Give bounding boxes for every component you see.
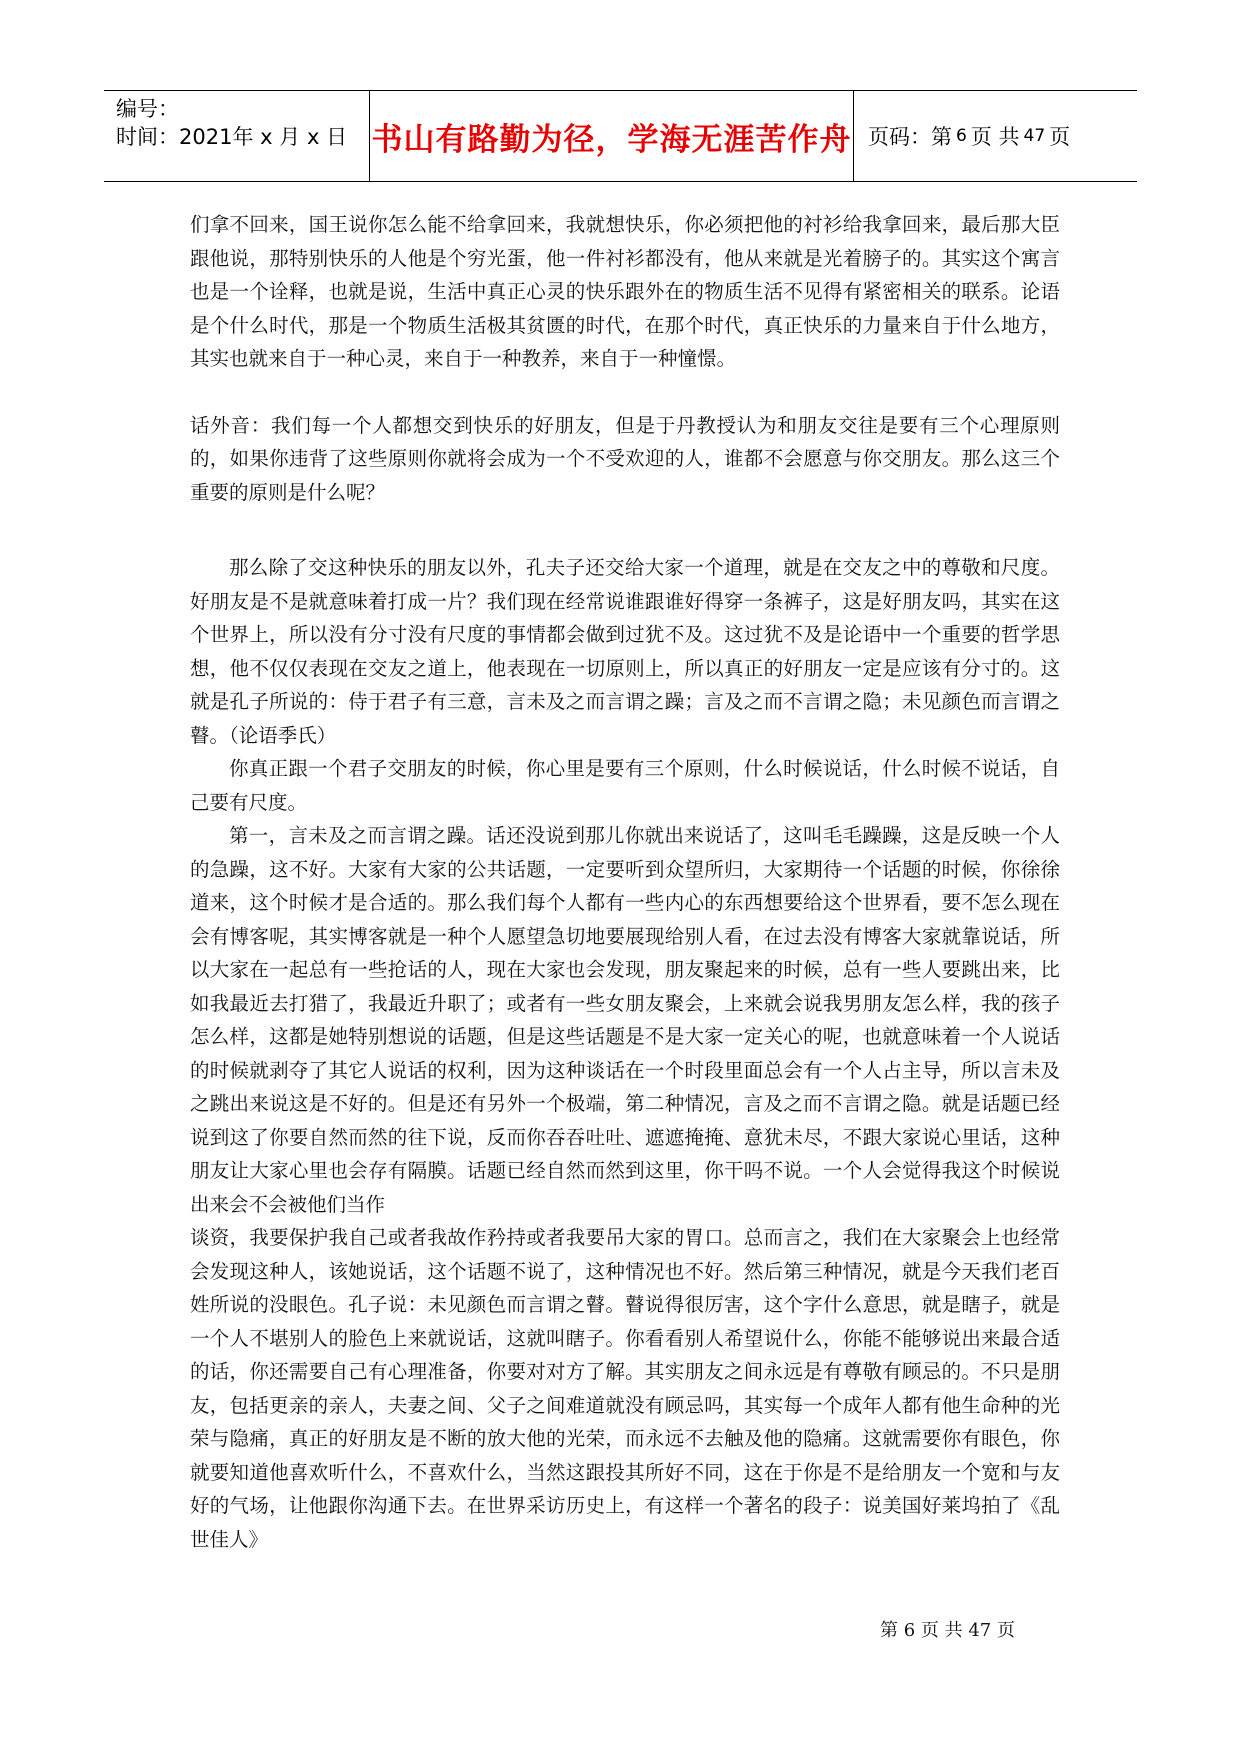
time-day: x	[306, 125, 320, 149]
document-number-label: 编号：	[116, 97, 179, 121]
page-current: 6	[956, 126, 967, 146]
time-year-unit: 年	[232, 125, 254, 149]
page-total: 47	[1023, 126, 1046, 146]
paragraph: 你真正跟一个君子交朋友的时候，你心里是要有三个原则，什么时候说话，什么时候不说话，自己要有尺度。	[190, 757, 1060, 814]
time-year: 2021	[179, 125, 233, 149]
time-prefix: 时间：	[116, 125, 179, 149]
paragraph: 那么除了交这种快乐的朋友以外，孔夫子还交给大家一个道理，就是在交友之中的尊敬和尺度。好朋友是不是就意味着打成一片？我们现在经常说谁跟谁好得穿一条裤子，这是好朋友吗，其实在这个世界上，所以没有分寸没有尺度的事情都会做到过犹不及。这过犹不及是论语中一个重要的哲学思想，他不仅仅表现在交友之道上，他表现在一切原则上，所以真正的好朋友一定是应该有分寸的。这就是孔子所说的：侍于君子有三意，言未及之而言谓之躁；言及之而不言谓之隐；未见颜色而言谓之瞽。（论语季氏）	[190, 556, 1060, 747]
narration-paragraph: 话外音：我们每一个人都想交到快乐的好朋友，但是于丹教授认为和朋友交往是要有三个心理原则的，如果你违背了这些原则你就将会成为一个不受欢迎的人，谁都不会愿意与你交朋友。那么这三个重要的原则是什么呢？	[190, 413, 1060, 504]
paragraph: 第一，言未及之而言谓之躁。话还没说到那儿你就出来说话了，这叫毛毛躁躁，这是反映一个人的急躁，这不好。大家有大家的公共话题，一定要听到众望所归，大家期待一个话题的时候，你徐徐道来，这个时候才是合适的。那么我们每个人都有一些内心的东西想要给这个世界看，要不怎么现在会有博客呢，其实博客就是一种个人愿望急切地要展现给别人看，在过去没有博客大家就靠说话，所以大家在一起总有一些抢话的人，现在大家也会发现，朋友聚起来的时候，总有一些人要跳出来，比如我最近去打猎了，我最近升职了；或者有一些女朋友聚会，上来就会说我男朋友怎么样，我的孩子怎么样，这都是她特别想说的话题，但是这些话题是不是大家一定关心的呢，也就意味着一个人说话的时候就剥夺了其它人说话的权利，因为这种谈话在一个时段里面总会有一个人占主导，所以言未及之跳出来说这是不好的。但是还有另外一个极端，第二种情况，言及之而不言谓之隐。就是话题已经说到这了你要自然而然的往下说，反而你吞吞吐吐、遮遮掩掩、意犹未尽，不跟大家说心里话，这种朋友让大家心里也会存有隔膜。话题已经自然而然到这里，你干吗不说。一个人会觉得我这个时候说出来会不会被他们当作	[190, 824, 1060, 1216]
page-header	[104, 90, 1137, 182]
page-footer: 第 6 页 共 47 页	[880, 1620, 1015, 1641]
paragraph: 谈资，我要保护我自己或者我故作矜持或者我要吊大家的胃口。总而言之，我们在大家聚会上也经常会发现这种人，该她说话，这个话题不说了，这种情况也不好。然后第三种情况，就是今天我们老百姓所说的没眼色。孔子说：未见颜色而言谓之瞽。瞽说得很厉害，这个字什么意思，就是瞎子，就是一个人不堪别人的脸色上来就说话，这就叫瞎子。你看看别人希望说什么，你能不能够说出来最合适的话，你还需要自己有心理准备，你要对对方了解。其实朋友之间永远是有尊敬有顾忌的。不只是朋友，包括更亲的亲人，夫妻之间、父子之间难道就没有顾忌吗，其实每一个成年人都有他生命种的光荣与隐痛，真正的好朋友是不断的放大他的光荣，而永远不去触及他的隐痛。这就需要你有眼色，你就要知道他喜欢听什么，不喜欢什么，当然这跟投其所好不同，这在于你是不是给朋友一个宽和与友好的气场，让他跟你沟通下去。在世界采访历史上，有这样一个著名的段子：说美国好莱坞拍了《乱世佳人》	[190, 1226, 1060, 1551]
document-time	[116, 123, 369, 151]
time-month: x	[260, 125, 273, 149]
page-mid: 页 共	[970, 125, 1020, 149]
paragraph: 们拿不回来，国王说你怎么能不给拿回来，我就想快乐，你必须把他的衬衫给我拿回来，最后那大臣跟他说，那特别快乐的人他是个穷光蛋，他一件衬衫都没有，他从来就是光着膀子的。其实这个寓言也是一个诠释，也就是说，生活中真正心灵的快乐跟外在的物质生活不见得有紧密相关的联系。论语是个什么时代，那是一个物质生活极其贫匮的时代，在那个时代，真正快乐的力量来自于什么地方，其实也就来自于一种心灵，来自于一种教养，来自于一种憧憬。	[190, 213, 1060, 370]
header-meta	[104, 91, 370, 181]
page-suffix: 页	[1049, 125, 1071, 149]
header-page-info	[854, 91, 1137, 181]
page-prefix: 页码：第	[868, 125, 952, 149]
time-day-unit: 日	[326, 125, 348, 149]
document-body	[190, 208, 1060, 1556]
time-month-unit: 月	[279, 125, 301, 149]
header-motto: 书山有路勤为径，学海无涯苦作舟	[370, 91, 854, 181]
